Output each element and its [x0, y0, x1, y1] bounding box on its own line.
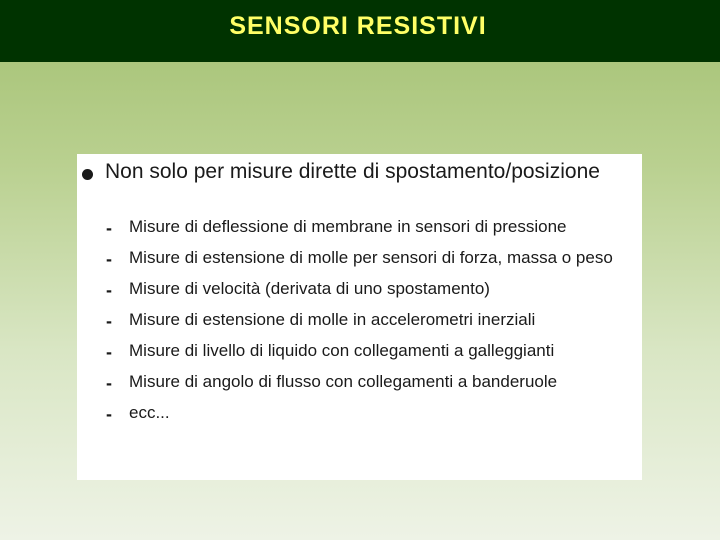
main-bullet-text: Non solo per misure dirette di spostamento/posizione [105, 160, 600, 183]
list-item-text: Misure di livello di liquido con collegamenti a galleggianti [129, 341, 555, 360]
list-item-text: Misure di estensione di molle in accelerometri inerziali [129, 310, 536, 329]
list-item-text: Misure di estensione di molle per sensori di forza, massa o peso [129, 248, 613, 267]
list-item [77, 340, 642, 362]
list-item-text: Misure di velocità (derivata di uno spostamento) [129, 279, 490, 298]
list-item [77, 247, 642, 269]
dash-icon: - [106, 280, 112, 300]
list-item-text: ecc... [129, 403, 170, 422]
bullet-dot-icon [82, 169, 93, 180]
list-item [77, 371, 642, 393]
list-item-text: Misure di angolo di flusso con collegamenti a banderuole [129, 372, 558, 391]
dash-icon: - [106, 342, 112, 362]
list-item-text: Misure di deflessione di membrane in sensori di pressione [129, 217, 567, 236]
slide-title: SENSORI RESISTIVI [229, 12, 487, 40]
title-bar [0, 0, 720, 62]
content-box [77, 154, 642, 480]
dash-icon: - [106, 404, 112, 424]
sub-list [77, 216, 642, 433]
list-item [77, 216, 642, 238]
dash-icon: - [106, 218, 112, 238]
list-item [77, 402, 642, 424]
list-item [77, 278, 642, 300]
list-item [77, 309, 642, 331]
dash-icon: - [106, 249, 112, 269]
dash-icon: - [106, 373, 112, 393]
dash-icon: - [106, 311, 112, 331]
